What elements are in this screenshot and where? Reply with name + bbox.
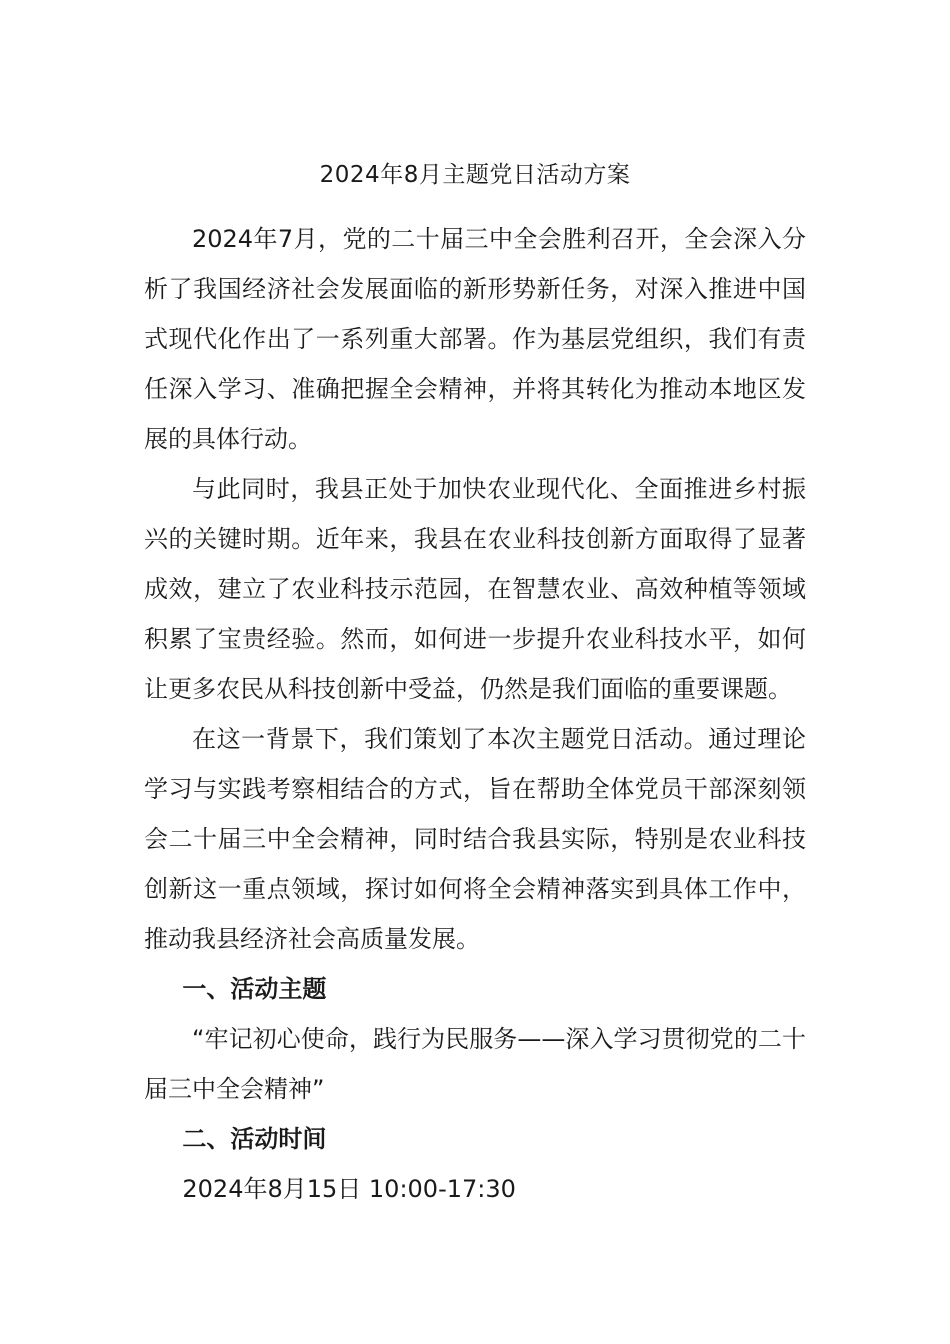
paragraph-local-context: 与此同时，我县正处于加快农业现代化、全面推进乡村振兴的关键时期。近年来，我县在农业科技创新方面取得了显著成效，建立了农业科技示范园，在智慧农业、高效种植等领域积累了宝贵经验。然而，如何进一步提升农业科技水平，如何让更多农民从科技创新中受益，仍然是我们面临的重要课题。 [144, 475, 806, 703]
section-heading-theme: 一、活动主题 [182, 975, 327, 1003]
activity-theme-text: “牢记初心使命，践行为民服务——深入学习贯彻党的二十届三中全会精神” [144, 1025, 806, 1103]
document-title: 2024年8月主题党日活动方案 [319, 162, 631, 188]
paragraph-background: 2024年7月，党的二十届三中全会胜利召开，全会深入分析了我国经济社会发展面临的新形势新任务，对深入推进中国式现代化作出了一系列重大部署。作为基层党组织，我们有责任深入学习、准确把握全会精神，并将其转化为推动本地区发展的具体行动。 [144, 225, 806, 453]
activity-time-text: 2024年8月15日 10:00-17:30 [182, 1175, 516, 1203]
section-heading-time: 二、活动时间 [182, 1125, 327, 1153]
document-body [144, 214, 806, 1214]
paragraph-purpose: 在这一背景下，我们策划了本次主题党日活动。通过理论学习与实践考察相结合的方式，旨在帮助全体党员干部深刻领会二十届三中全会精神，同时结合我县实际，特别是农业科技创新这一重点领域，探讨如何将全会精神落实到具体工作中，推动我县经济社会高质量发展。 [144, 725, 806, 953]
